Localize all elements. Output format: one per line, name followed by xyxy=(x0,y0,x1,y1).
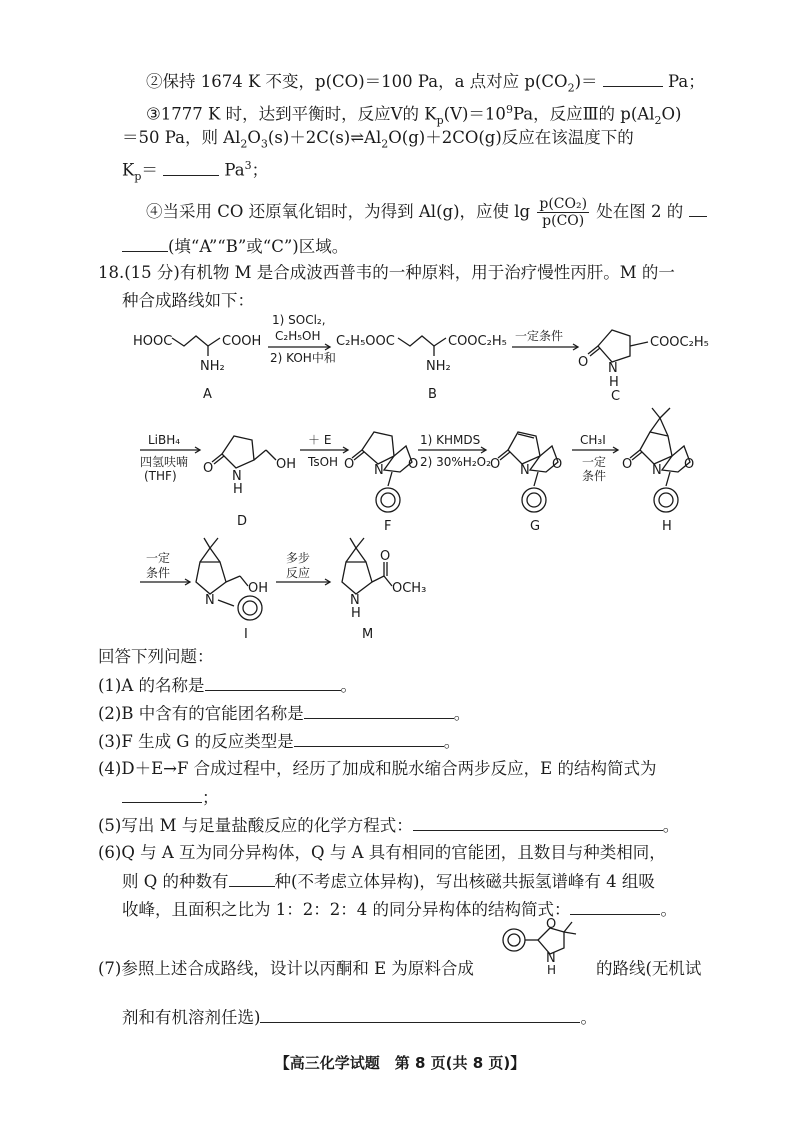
compound-I xyxy=(196,538,268,640)
question-1-text: (1)A 的名称是 xyxy=(98,676,205,695)
arrow4-bottom: TsOH xyxy=(308,455,339,469)
arrow6-bottom1: 一定 xyxy=(582,455,607,469)
G-label: G xyxy=(530,519,541,534)
M-label: M xyxy=(362,627,374,640)
q17-part4-line1 xyxy=(146,196,707,229)
q17-part3-text2: ＝50 Pa，则 Al xyxy=(122,128,241,147)
q7-oxygen: O xyxy=(546,917,557,932)
question-6-text2b: 种(不考虑立体异构)，写出核磁共振氢谱峰有 4 组吸 xyxy=(274,872,655,891)
C-oxygen: O xyxy=(578,355,589,370)
arrow-3 xyxy=(140,433,200,483)
q17-kp-end: ； xyxy=(251,160,269,180)
q17-part4-line2 xyxy=(122,235,348,258)
G-oxygen-ring: O xyxy=(552,457,563,472)
question-3-text: (3)F 生成 G 的反应类型是 xyxy=(98,732,294,751)
D-label: D xyxy=(237,514,248,529)
page-footer: 【高三化学试题 第 8 页(共 8 页)】 xyxy=(274,1054,526,1072)
compound-A xyxy=(133,334,261,402)
question-6-text3: 收峰，且面积之比为 1：2：2：4 的同分异构体的结构简式： xyxy=(122,900,571,919)
fraction xyxy=(537,196,589,229)
C-substituent: COOC₂H₅ xyxy=(650,335,709,350)
arrow3-top: LiBH₄ xyxy=(148,433,181,447)
A-nh2: NH₂ xyxy=(200,359,225,374)
H-nitrogen: N xyxy=(652,463,662,478)
M-methoxy: OCH₃ xyxy=(392,581,427,596)
arrow-7 xyxy=(140,551,190,585)
question-3-end: 。 xyxy=(443,732,461,751)
q17-part3-text: ③1777 K 时，达到平衡时，反应Ⅴ的 K xyxy=(146,104,437,124)
question-6-line2 xyxy=(122,870,655,893)
C-nitrogen: N xyxy=(608,361,618,376)
B-label: B xyxy=(428,387,437,402)
question-2-end: 。 xyxy=(453,704,471,723)
question-3 xyxy=(98,730,460,753)
H-label: H xyxy=(662,519,672,534)
answer-blank[interactable] xyxy=(689,200,707,217)
q17-kp: K xyxy=(122,160,135,180)
compound-G xyxy=(490,432,562,534)
A-formula-left: HOOC xyxy=(133,334,173,349)
q17-part3-kv: (Ⅴ)＝10 xyxy=(443,104,506,124)
compound-M xyxy=(342,538,426,640)
answer-blank[interactable] xyxy=(122,786,202,803)
q18-intro-line2: 种合成路线如下： xyxy=(122,291,254,310)
compound-D xyxy=(203,436,296,529)
B-formula-right: COOC₂H₅ xyxy=(448,334,507,349)
G-nitrogen: N xyxy=(520,463,530,478)
q17-part3-p: Pa，反应Ⅲ的 p(Al xyxy=(512,104,655,124)
arrow1-bottom: 2) KOH中和 xyxy=(270,351,336,365)
G-oxygen-carbonyl: O xyxy=(490,457,501,472)
q18-intro-line1: 18.(15 分)有机物 M 是合成波西普韦的一种原料，用于治疗慢性丙肝。M 的一 xyxy=(98,263,675,282)
answer-blank[interactable] xyxy=(205,674,341,691)
q17-part4-text3: (填“A”“B”或“C”)区域。 xyxy=(168,237,349,256)
q17-part4-text2: 处在图 2 的 xyxy=(596,202,684,221)
D-hydroxyl: OH xyxy=(276,457,297,472)
arrow8-bottom: 反应 xyxy=(286,566,311,580)
question-6-line3 xyxy=(122,898,677,921)
D-nitrogen: N xyxy=(232,469,242,484)
I-label: I xyxy=(244,627,248,640)
question-6-text2a: 则 Q 的种数有 xyxy=(122,872,229,891)
answer-blank[interactable] xyxy=(294,730,444,747)
questions-header: 回答下列问题： xyxy=(98,647,214,666)
D-oxygen: O xyxy=(203,461,214,476)
question-6-end: 。 xyxy=(660,900,677,919)
q17-part3-line1: ③1777 K 时，达到平衡时，反应Ⅴ的 $K_p(Ⅴ)=10^9Pa$，反应Ⅲ的 $p(Al_2O)$ xyxy=(146,103,682,127)
question-7-text1a: (7)参照上述合成路线，设计以丙酮和 E 为原料合成 xyxy=(98,959,474,978)
arrow1-top2: C₂H₅OH xyxy=(275,329,321,343)
compound-C xyxy=(578,330,709,404)
arrow5-bottom: 2) 30%H₂O₂ xyxy=(420,455,491,469)
q17-part3-rxn: (s)＋2C(s)⇌Al xyxy=(267,128,382,147)
I-hydroxyl: OH xyxy=(248,581,269,596)
question-2-text: (2)B 中含有的官能团名称是 xyxy=(98,704,304,723)
arrow2-top: 一定条件 xyxy=(515,329,564,343)
F-nitrogen: N xyxy=(374,463,384,478)
question-7-tail: 的路线(无机试 xyxy=(596,959,702,978)
arrow-1 xyxy=(268,313,336,365)
q17-part3-o: O) xyxy=(661,104,682,124)
H-oxygen-ring: O xyxy=(684,457,695,472)
q17-part2-text: ②保持 1674 K 不变，p(CO)＝100 Pa，a 点对应 p(CO xyxy=(146,72,568,91)
C-label: C xyxy=(611,389,621,404)
arrow5-top: 1) KHMDS xyxy=(420,433,481,447)
arrow-5 xyxy=(418,433,491,469)
answer-blank[interactable] xyxy=(304,702,454,719)
question-7 xyxy=(98,958,474,980)
arrow7-bottom: 条件 xyxy=(146,566,171,580)
answer-blank[interactable] xyxy=(229,870,275,887)
M-oxygen: O xyxy=(380,549,391,564)
arrow7-top: 一定 xyxy=(146,551,171,565)
C-hydrogen: H xyxy=(609,375,619,390)
arrow-6 xyxy=(572,433,618,483)
q17-part4-text: ④当采用 CO 还原氧化铝时，为得到 Al(g)，应使 lg xyxy=(146,202,531,221)
question-4-line2 xyxy=(122,786,219,809)
synthesis-scheme xyxy=(0,300,800,640)
q17-kp-unit: Pa xyxy=(224,160,245,180)
q7-target-structure xyxy=(500,910,590,980)
answer-blank[interactable] xyxy=(413,814,663,831)
arrow-4 xyxy=(300,433,348,469)
A-label: A xyxy=(203,387,212,402)
q17-part2-line: ②保持 1674 K 不变，p(CO)＝100 Pa，a 点对应 $p(CO_2)= Pa$； xyxy=(146,72,705,95)
D-hydrogen: H xyxy=(233,482,243,497)
question-5 xyxy=(98,814,679,837)
arrow-2 xyxy=(512,328,578,350)
compound-H xyxy=(622,408,694,534)
question-5-end: 。 xyxy=(662,816,680,835)
H-oxygen-carbonyl: O xyxy=(622,457,633,472)
question-7-text2: 剂和有机溶剂任选) xyxy=(122,1008,261,1027)
arrow3-bottom1: 四氢呋喃 xyxy=(140,455,189,469)
question-4-end: ； xyxy=(202,788,219,807)
F-oxygen-ring: O xyxy=(408,457,419,472)
question-1 xyxy=(98,674,357,697)
compound-F xyxy=(344,432,418,534)
arrow6-bottom2: 条件 xyxy=(582,469,607,483)
F-oxygen-carbonyl: O xyxy=(344,457,355,472)
M-nitrogen: N xyxy=(350,593,360,608)
arrow-8 xyxy=(276,550,330,585)
M-hydrogen: H xyxy=(351,606,361,621)
q17-part3-rxn2: O(g)＋2CO(g)反应在该温度下的 xyxy=(388,128,634,147)
answer-blank[interactable] xyxy=(122,235,168,252)
compound-B xyxy=(336,334,507,402)
B-formula-left: C₂H₅OOC xyxy=(336,334,395,349)
F-label: F xyxy=(384,519,392,534)
question-7-line2 xyxy=(122,1006,597,1029)
fraction-denominator: p(CO) xyxy=(542,213,585,229)
question-1-end: 。 xyxy=(340,676,358,695)
A-formula-right: COOH xyxy=(222,334,262,349)
arrow8-top: 多步 xyxy=(286,551,311,565)
q17-part2-eq: )＝ xyxy=(574,72,598,91)
question-4: (4)D＋E→F 合成过程中，经历了加成和脱水缩合两步反应，E 的结构简式为 xyxy=(98,759,657,778)
q7-nitrogen: N xyxy=(546,951,556,966)
q17-part3-line3: $K_p= Pa^3$； xyxy=(122,159,269,183)
question-5-text: (5)写出 M 与足量盐酸反应的化学方程式： xyxy=(98,816,413,835)
arrow3-bottom2: (THF) xyxy=(144,469,177,483)
question-2 xyxy=(98,702,470,725)
q17-part2-unit: Pa； xyxy=(668,72,705,91)
answer-blank[interactable] xyxy=(163,159,219,176)
fraction-numerator: p(CO₂) xyxy=(539,196,588,212)
q17-kp-eq: ＝ xyxy=(141,160,158,180)
question-6: (6)Q 与 A 互为同分异构体，Q 与 A 具有相同的官能团，且数目与种类相同， xyxy=(98,843,666,862)
answer-blank[interactable] xyxy=(260,1006,580,1023)
q17-part3-line2: ＝50 Pa，则 $Al_2O_3(s)+2C(s)\rightleftharpoons Al_2O(g)+2CO(g)$反应在该温度下的 xyxy=(122,128,634,151)
arrow4-top: ＋ E xyxy=(308,433,332,447)
question-7-end: 。 xyxy=(580,1008,597,1027)
q7-hydrogen: H xyxy=(547,963,557,977)
answer-blank[interactable] xyxy=(603,70,663,87)
q17-part3-o3: O xyxy=(247,128,261,147)
I-nitrogen: N xyxy=(205,593,215,608)
B-nh2: NH₂ xyxy=(426,359,451,374)
arrow6-top: CH₃I xyxy=(580,433,606,447)
arrow1-top1: 1) SOCl₂, xyxy=(272,313,326,327)
